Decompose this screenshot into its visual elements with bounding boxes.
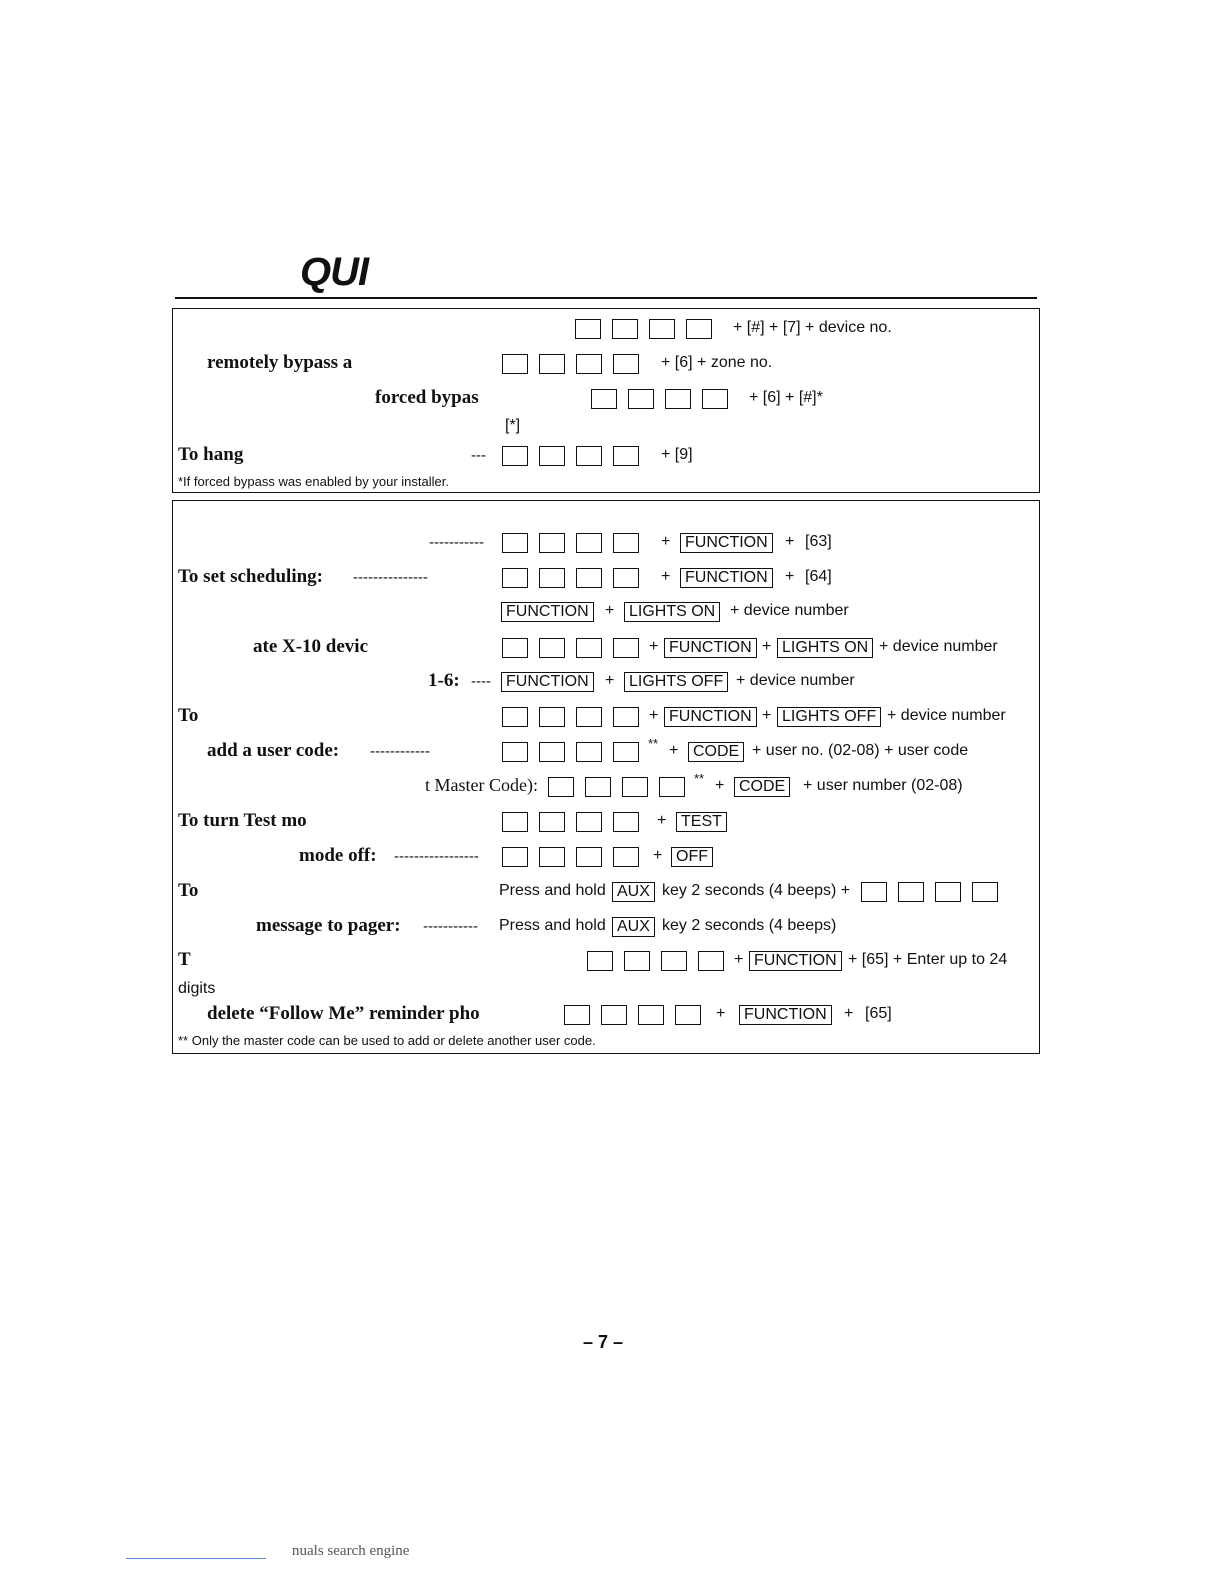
code-box	[613, 446, 639, 466]
leader-dashes: -----------	[429, 534, 484, 551]
row-label: To hang	[178, 444, 244, 465]
sequence-suffix: + [6] + [#]*	[749, 389, 823, 406]
command-row	[173, 878, 1039, 908]
sequence-suffix: + [#] + [7] + device no.	[733, 319, 892, 336]
leader-dashes: ---------------	[353, 569, 428, 586]
row-label: message to pager:	[256, 915, 401, 936]
code-box	[576, 707, 602, 727]
plus: +	[762, 638, 772, 655]
command-row	[173, 843, 1039, 873]
code-box	[539, 446, 565, 466]
leader-dashes: -----------	[423, 918, 478, 935]
sequence-tail: [65]	[865, 1005, 892, 1022]
code-box	[576, 847, 602, 867]
command-row	[173, 738, 1039, 768]
plus: +	[653, 847, 663, 864]
plus: +	[661, 533, 671, 550]
instruction-text: key 2 seconds (4 beeps)	[662, 917, 837, 934]
code-box	[502, 533, 528, 553]
continuation-text: digits	[178, 980, 216, 997]
footnote: *If forced bypass was enabled by your installer.	[178, 474, 449, 489]
instruction-text: key 2 seconds (4 beeps) +	[662, 882, 851, 899]
code-box	[613, 568, 639, 588]
page-title: QUI	[300, 250, 369, 294]
function-key: FUNCTION	[680, 533, 773, 553]
command-row	[173, 564, 1039, 594]
remote-commands-panel	[172, 308, 1040, 493]
code-box	[539, 638, 565, 658]
command-row	[173, 947, 1039, 977]
code-box	[585, 777, 611, 797]
aux-key: AUX	[612, 882, 655, 902]
code-box	[613, 847, 639, 867]
command-row	[173, 808, 1039, 838]
leader-dashes: ----	[471, 673, 491, 690]
plus: +	[716, 1005, 726, 1022]
hang-up-row	[173, 442, 1039, 472]
code-box	[539, 742, 565, 762]
plus: +	[649, 707, 659, 724]
instruction-text: Press and hold	[499, 882, 606, 899]
plus: +	[657, 812, 667, 829]
code-box	[575, 319, 601, 339]
plus: +	[844, 1005, 854, 1022]
code-box	[576, 354, 602, 374]
leader-dashes: ---	[471, 447, 486, 464]
plus: +	[661, 568, 671, 585]
double-asterisk: **	[648, 736, 659, 751]
sequence-tail: + device number	[730, 602, 849, 619]
function-key: FUNCTION	[739, 1005, 832, 1025]
lights-on-key: LIGHTS ON	[777, 638, 873, 658]
code-box	[628, 389, 654, 409]
row-label: To set scheduling:	[178, 566, 323, 587]
sequence-tail: + user no. (02-08) + user code	[752, 742, 969, 759]
code-box	[587, 951, 613, 971]
code-box	[502, 354, 528, 374]
code-box	[601, 1005, 627, 1025]
code-box	[613, 812, 639, 832]
command-row	[173, 529, 1039, 559]
code-box	[539, 533, 565, 553]
code-box	[612, 319, 638, 339]
code-box	[539, 707, 565, 727]
row-label: remotely bypass a	[207, 352, 353, 373]
code-box	[638, 1005, 664, 1025]
code-box	[576, 568, 602, 588]
lights-on-key: LIGHTS ON	[624, 602, 720, 622]
code-box	[698, 951, 724, 971]
star-row	[173, 413, 1039, 443]
code-box	[591, 389, 617, 409]
sequence-suffix: + [9]	[661, 446, 693, 463]
forced-bypass-row	[173, 385, 1039, 415]
command-row	[173, 913, 1039, 943]
code-box	[613, 354, 639, 374]
code-box	[659, 777, 685, 797]
plus: +	[649, 638, 659, 655]
code-box	[935, 882, 961, 902]
test-key: TEST	[676, 812, 727, 832]
leader-dashes: -----------------	[394, 848, 479, 865]
code-box	[613, 638, 639, 658]
code-box	[539, 812, 565, 832]
code-box	[613, 707, 639, 727]
code-box	[665, 389, 691, 409]
instruction-text: Press and hold	[499, 917, 606, 934]
plus: +	[605, 602, 615, 619]
plus: +	[605, 672, 615, 689]
code-box	[502, 812, 528, 832]
code-key: CODE	[734, 777, 790, 797]
plus: +	[762, 707, 772, 724]
row-label: forced bypas	[375, 387, 479, 408]
code-box	[675, 1005, 701, 1025]
code-box	[898, 882, 924, 902]
code-box	[576, 533, 602, 553]
function-key: FUNCTION	[664, 707, 757, 727]
code-box	[502, 742, 528, 762]
sequence-tail: + device number	[879, 638, 998, 655]
code-box	[613, 533, 639, 553]
function-key: FUNCTION	[680, 568, 773, 588]
code-box	[502, 847, 528, 867]
page-number: – 7 –	[583, 1332, 624, 1352]
code-box	[576, 812, 602, 832]
code-box	[702, 389, 728, 409]
command-row	[173, 1001, 1039, 1031]
code-box	[548, 777, 574, 797]
sequence-tail: + [65] + Enter up to 24	[848, 951, 1008, 968]
sequence-suffix: + [6] + zone no.	[661, 354, 773, 371]
command-row	[173, 773, 1039, 803]
code-key: CODE	[688, 742, 744, 762]
code-box	[539, 847, 565, 867]
footer-text: nuals search engine	[292, 1543, 410, 1559]
row-label: 1-6:	[428, 670, 460, 691]
code-box	[576, 638, 602, 658]
code-box	[661, 951, 687, 971]
function-key: FUNCTION	[664, 638, 757, 658]
row-label: To turn Test mo	[178, 810, 307, 831]
plus: +	[734, 951, 744, 968]
code-box	[502, 568, 528, 588]
code-box	[613, 742, 639, 762]
sequence-tail: [63]	[805, 533, 832, 550]
footnote: ** Only the master code can be used to add or delete another user code.	[178, 1033, 596, 1048]
row-label: To	[178, 705, 199, 726]
keypad-commands-panel	[172, 500, 1040, 1054]
row-label: delete “Follow Me” reminder pho	[207, 1003, 480, 1024]
double-asterisk: **	[694, 771, 705, 786]
plus: +	[669, 742, 679, 759]
star-key: [*]	[505, 417, 521, 434]
code-box	[539, 354, 565, 374]
title-rule	[175, 297, 1037, 299]
code-box	[564, 1005, 590, 1025]
command-row	[173, 598, 1039, 628]
lights-off-key: LIGHTS OFF	[624, 672, 728, 692]
code-box	[502, 638, 528, 658]
code-box	[576, 742, 602, 762]
lights-off-key: LIGHTS OFF	[777, 707, 881, 727]
plus: +	[785, 533, 795, 550]
footer-link-underline[interactable]	[126, 1558, 266, 1559]
code-box	[576, 446, 602, 466]
sequence-tail: + user number (02-08)	[803, 777, 963, 794]
off-key: OFF	[671, 847, 713, 867]
command-row	[173, 668, 1039, 698]
leader-dashes: ------------	[370, 743, 430, 760]
code-box	[649, 319, 675, 339]
code-box	[624, 951, 650, 971]
code-box	[972, 882, 998, 902]
row-label: add a user code:	[207, 740, 340, 761]
code-box	[502, 707, 528, 727]
command-row	[173, 703, 1039, 733]
plus: +	[715, 777, 725, 794]
code-box	[502, 446, 528, 466]
function-key: FUNCTION	[749, 951, 842, 971]
row-label: T	[178, 949, 191, 970]
row-label: mode off:	[299, 845, 377, 866]
plus: +	[785, 568, 795, 585]
function-key: FUNCTION	[501, 602, 594, 622]
row-label: To	[178, 880, 199, 901]
device-row	[173, 315, 1039, 345]
bypass-row	[173, 350, 1039, 380]
sequence-tail: + device number	[736, 672, 855, 689]
row-label: ate X-10 devic	[253, 636, 369, 657]
sequence-tail: + device number	[887, 707, 1006, 724]
sequence-tail: [64]	[805, 568, 832, 585]
code-box	[861, 882, 887, 902]
aux-key: AUX	[612, 917, 655, 937]
function-key: FUNCTION	[501, 672, 594, 692]
row-label: t Master Code):	[425, 775, 538, 795]
code-box	[622, 777, 648, 797]
code-box	[686, 319, 712, 339]
code-box	[539, 568, 565, 588]
command-row	[173, 634, 1039, 664]
